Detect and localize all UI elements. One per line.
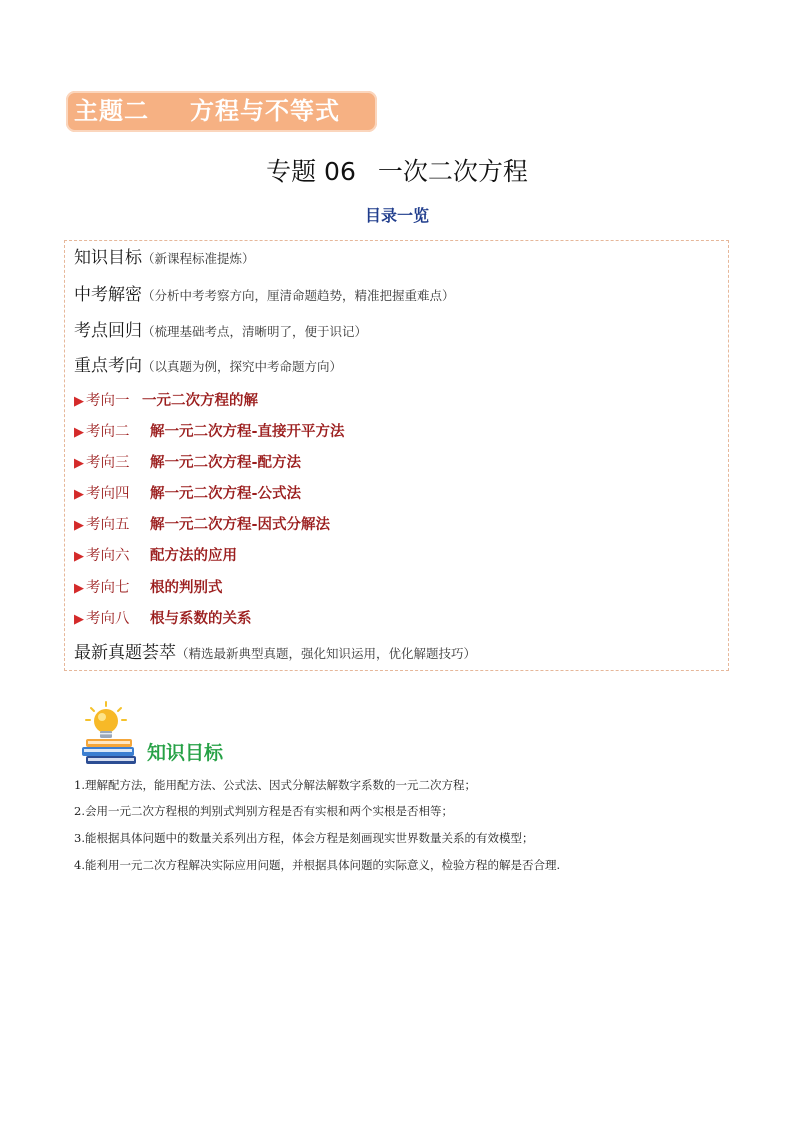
triangle-right-icon: ▶ [74, 612, 84, 627]
triangle-right-icon: ▶ [74, 487, 84, 502]
banner-theme: 主题二 [74, 97, 149, 125]
toc-item[interactable] [74, 638, 722, 663]
objective-item: 1.理解配方法，能用配方法、公式法、因式分解法解数字系数的一元二次方程； [74, 778, 476, 792]
title-prefix: 专题 06 [266, 157, 356, 186]
toc-item[interactable] [74, 316, 722, 341]
toc-item-note: （以真题为例，探究中考命题方向） [142, 359, 343, 374]
triangle-right-icon: ▶ [74, 394, 84, 409]
triangle-right-icon: ▶ [74, 425, 84, 440]
toc-direction[interactable] [74, 544, 722, 565]
toc-direction[interactable] [74, 576, 722, 597]
toc-item-note: （分析中考考察方向，厘清命题趋势，精准把握重难点） [142, 288, 455, 303]
toc-direction-label: 考向一 [86, 393, 130, 409]
toc-item-note: （精选最新典型真题，强化知识运用，优化解题技巧） [176, 646, 477, 661]
toc-item-title: 中考解密 [74, 285, 142, 305]
toc-direction-title: 配方法的应用 [150, 548, 237, 564]
toc-direction[interactable] [74, 607, 722, 628]
banner-topic: 方程与不等式 [190, 97, 340, 125]
toc-item[interactable] [74, 351, 722, 376]
toc-direction[interactable] [74, 482, 722, 503]
objective-item: 3.能根据具体问题中的数量关系列出方程，体会方程是刻画现实世界数量关系的有效模型； [74, 831, 534, 845]
objective-item: 2.会用一元二次方程根的判别式判别方程是否有实根和两个实根是否相等； [74, 804, 453, 818]
toc-direction-label: 考向八 [86, 611, 130, 627]
toc-item-title: 最新真题荟萃 [74, 643, 176, 663]
table-of-contents [64, 240, 729, 671]
toc-direction-title: 根与系数的关系 [150, 611, 252, 627]
lightbulb-books-icon [78, 700, 144, 766]
toc-direction-title: 解一元二次方程-直接开平方法 [150, 424, 345, 440]
theme-banner [66, 91, 377, 132]
page-title [0, 155, 794, 189]
knowledge-goals-title: 知识目标 [147, 742, 224, 764]
toc-item-title: 知识目标 [74, 248, 142, 268]
title-name: 一次二次方程 [377, 157, 528, 186]
triangle-right-icon: ▶ [74, 581, 84, 596]
toc-item-note: （梳理基础考点，清晰明了，便于识记） [142, 324, 368, 339]
toc-item[interactable] [74, 280, 722, 305]
toc-direction-label: 考向七 [86, 580, 130, 596]
toc-item[interactable] [74, 243, 722, 268]
toc-direction-title: 解一元二次方程-公式法 [150, 486, 302, 502]
toc-direction-title: 一元二次方程的解 [142, 393, 258, 409]
triangle-right-icon: ▶ [74, 456, 84, 471]
toc-direction-label: 考向五 [86, 517, 130, 533]
objective-item: 4.能利用一元二次方程解决实际应用问题，并根据具体问题的实际意义，检验方程的解是否合理. [74, 858, 561, 872]
knowledge-goals-header [78, 700, 258, 766]
toc-direction[interactable] [74, 420, 722, 441]
toc-direction[interactable] [74, 513, 722, 534]
toc-direction-label: 考向六 [86, 548, 130, 564]
toc-direction-label: 考向三 [86, 455, 130, 471]
triangle-right-icon: ▶ [74, 518, 84, 533]
toc-direction-label: 考向二 [86, 424, 130, 440]
toc-item-title: 考点回归 [74, 321, 142, 341]
toc-direction-title: 解一元二次方程-因式分解法 [150, 517, 331, 533]
toc-item-title: 重点考向 [74, 356, 142, 376]
toc-direction-label: 考向四 [86, 486, 130, 502]
toc-direction[interactable] [74, 389, 722, 410]
triangle-right-icon: ▶ [74, 549, 84, 564]
toc-direction[interactable] [74, 451, 722, 472]
toc-heading: 目录一览 [364, 206, 429, 225]
toc-direction-title: 解一元二次方程-配方法 [150, 455, 302, 471]
toc-item-note: （新课程标准提炼） [142, 251, 255, 266]
toc-direction-title: 根的判别式 [150, 580, 223, 596]
